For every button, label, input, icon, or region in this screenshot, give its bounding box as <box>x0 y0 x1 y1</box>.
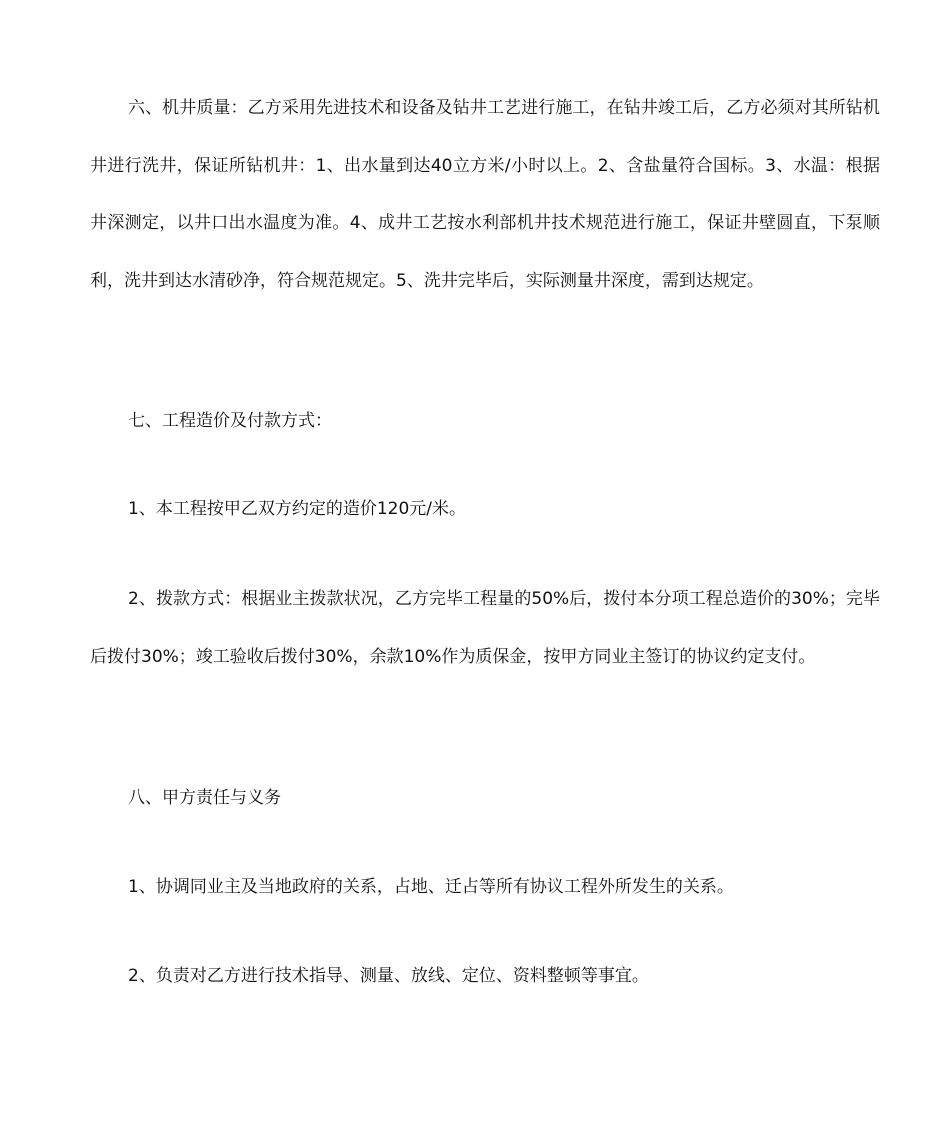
paragraph-payment-method: 2、拨款方式：根据业主拨款状况，乙方完毕工程量的50%后，拨付本分项工程总造价的30%；完毕后拨付30%；竣工验收后拨付30%，余款10%作为质保金，按甲方同业主签订的协议约定支付。 <box>90 589 880 667</box>
paragraph-coordination: 1、协调同业主及当地政府的关系，占地、迁占等所有协议工程外所发生的关系。 <box>128 877 734 897</box>
paragraph-technical-guidance: 2、负责对乙方进行技术指导、测量、放线、定位、资料整顿等事宜。 <box>128 966 649 986</box>
paragraph-unit-price: 1、本工程按甲乙双方约定的造价120元/米。 <box>128 499 466 519</box>
paragraph-well-quality: 六、机井质量：乙方采用先进技术和设备及钻井工艺进行施工，在钻井竣工后，乙方必须对其所钻机井进行洗井，保证所钻机井：1、出水量到达40立方米/小时以上。2、含盐量符合国标。3、水温：根据井深测定，以井口出水温度为准。4、成井工艺按水利部机井技术规范进行施工，保证井壁圆直，下泵顺利，洗井到达水清砂净，符合规范规定。5、洗井完毕后，实际测量井深度，需到达规定。 <box>90 98 880 291</box>
heading-party-a-duties: 八、甲方责任与义务 <box>128 788 281 808</box>
heading-project-cost-payment: 七、工程造价及付款方式： <box>128 411 332 431</box>
